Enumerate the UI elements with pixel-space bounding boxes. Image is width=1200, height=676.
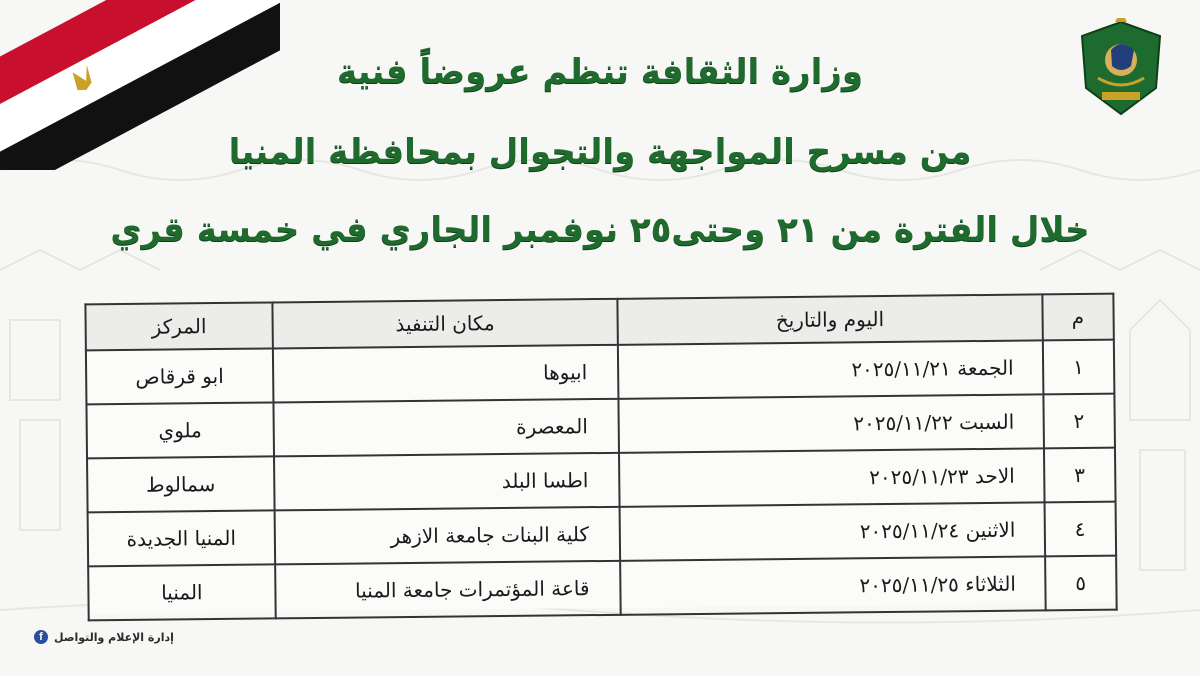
row-date: الاحد ٢٠٢٥/١١/٢٣: [619, 448, 1044, 506]
row-number: ١: [1042, 340, 1114, 395]
column-header-m: م: [1042, 294, 1114, 341]
column-header-place: مكان التنفيذ: [272, 299, 618, 349]
footer-text: إدارة الإعلام والتواصل: [54, 630, 174, 644]
schedule-table-container: [84, 293, 1117, 614]
headline-line-3: خلال الفترة من ٢١ وحتى٢٥ نوفمبر الجاري في خمسة قري: [110, 210, 1090, 250]
row-center: سمالوط: [87, 456, 274, 512]
row-place: قاعة المؤتمرات جامعة المنيا: [275, 561, 621, 619]
row-place: اطسا البلد: [274, 453, 620, 511]
facebook-icon[interactable]: f: [34, 630, 48, 644]
row-date: الثلاثاء ٢٠٢٥/١١/٢٥: [620, 556, 1045, 614]
row-center: ابو قرقاص: [86, 348, 273, 404]
column-header-date: اليوم والتاريخ: [617, 294, 1042, 344]
row-date: الجمعة ٢٠٢٥/١١/٢١: [618, 340, 1043, 398]
row-number: ٢: [1043, 394, 1115, 449]
row-place: المعصرة: [273, 399, 619, 457]
headline-line-1: وزارة الثقافة تنظم عروضاً فنية: [337, 52, 863, 92]
row-place: ابيوها: [273, 345, 619, 403]
table-row: [88, 556, 1117, 621]
row-number: ٥: [1045, 556, 1117, 611]
row-number: ٣: [1043, 448, 1115, 503]
footer-credit: [34, 630, 174, 644]
column-header-center: المركز: [85, 302, 272, 350]
row-center: المنيا: [88, 564, 275, 620]
headline-line-2: من مسرح المواجهة والتجوال بمحافظة المنيا: [228, 132, 972, 172]
row-center: المنيا الجديدة: [88, 510, 275, 566]
row-number: ٤: [1044, 502, 1116, 557]
row-center: ملوي: [86, 402, 273, 458]
row-place: كلية البنات جامعة الازهر: [274, 507, 620, 565]
schedule-table: [84, 293, 1117, 622]
row-date: السبت ٢٠٢٥/١١/٢٢: [619, 394, 1044, 452]
row-date: الاثنين ٢٠٢٥/١١/٢٤: [620, 502, 1045, 560]
